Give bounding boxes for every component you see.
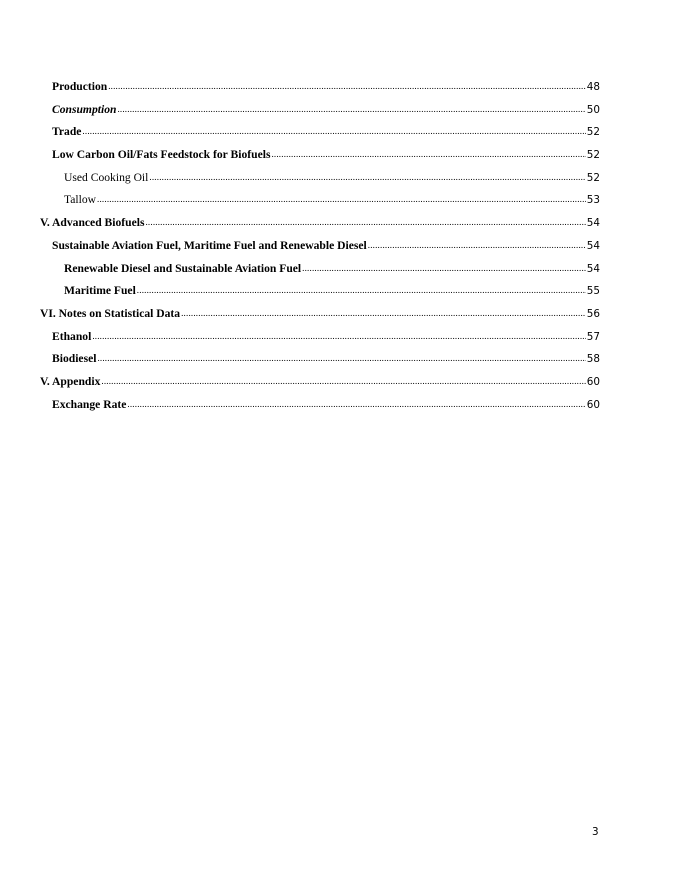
toc-entry[interactable] xyxy=(40,283,600,306)
toc-entry-title: Renewable Diesel and Sustainable Aviation Fuel xyxy=(64,261,302,275)
toc-entry-page: 54 xyxy=(586,217,600,230)
toc-entry-page: 60 xyxy=(586,375,600,388)
toc-entry-page: 52 xyxy=(586,126,600,139)
toc-entry-page: 57 xyxy=(586,330,600,343)
toc-entry[interactable] xyxy=(40,215,600,238)
toc-entry-title: Maritime Fuel xyxy=(64,284,136,298)
toc-entry[interactable] xyxy=(40,102,600,125)
toc-entry-page: 60 xyxy=(586,398,600,411)
toc-leader-dots xyxy=(127,396,585,412)
toc-entry[interactable] xyxy=(40,397,600,420)
toc-leader-dots xyxy=(137,282,586,298)
toc-entry[interactable] xyxy=(40,124,600,147)
toc-entry-title: Sustainable Aviation Fuel, Maritime Fuel and Renewable Diesel xyxy=(52,238,367,252)
toc-leader-dots xyxy=(271,146,585,162)
toc-entry-page: 58 xyxy=(586,353,600,366)
toc-entry-page: 56 xyxy=(586,307,600,320)
toc-entry[interactable] xyxy=(40,79,600,102)
toc-entry-title: Low Carbon Oil/Fats Feedstock for Biofuels xyxy=(52,148,271,162)
toc-entry-page: 53 xyxy=(586,194,600,207)
toc-leader-dots xyxy=(97,350,585,366)
toc-leader-dots xyxy=(108,78,586,94)
toc-entry[interactable] xyxy=(40,329,600,352)
toc-entry-page: 52 xyxy=(586,149,600,162)
toc-leader-dots xyxy=(82,123,585,139)
toc-entry-page: 54 xyxy=(586,262,600,275)
toc-entry[interactable] xyxy=(40,351,600,374)
toc-entry-title: Trade xyxy=(52,125,82,139)
toc-leader-dots xyxy=(97,191,586,207)
toc-entry-title: Biodiesel xyxy=(52,352,97,366)
toc-entry-title: VI. Notes on Statistical Data xyxy=(40,306,181,320)
toc-leader-dots xyxy=(101,373,585,389)
toc-entry-page: 54 xyxy=(586,239,600,252)
toc-entry[interactable] xyxy=(40,306,600,329)
toc-leader-dots xyxy=(117,101,585,117)
toc-leader-dots xyxy=(368,237,586,253)
toc-entry[interactable] xyxy=(40,261,600,284)
toc-entry-page: 55 xyxy=(586,285,600,298)
page-number: 3 xyxy=(592,826,599,838)
toc-entry-title: Tallow xyxy=(64,193,97,207)
toc-entry-title: V. Advanced Biofuels xyxy=(40,216,145,230)
toc-entry-title: Exchange Rate xyxy=(52,397,127,411)
toc-leader-dots xyxy=(181,305,586,321)
toc-leader-dots xyxy=(302,260,586,276)
toc-entry-page: 48 xyxy=(586,81,600,93)
toc-entry-page: 50 xyxy=(586,103,600,116)
toc-entry[interactable] xyxy=(40,147,600,170)
toc-entry-title: Production xyxy=(52,80,108,93)
toc-entry[interactable] xyxy=(40,192,600,215)
toc-entry-title: Consumption xyxy=(52,102,117,116)
toc-entry[interactable] xyxy=(40,170,600,193)
toc-entry-page: 52 xyxy=(586,171,600,184)
toc-entry[interactable] xyxy=(40,374,600,397)
table-of-contents xyxy=(40,79,600,419)
toc-entry[interactable] xyxy=(40,238,600,261)
toc-leader-dots xyxy=(145,214,585,230)
toc-leader-dots xyxy=(92,328,585,344)
toc-leader-dots xyxy=(149,169,585,185)
toc-entry-title: Ethanol xyxy=(52,329,92,343)
toc-entry-title: Used Cooking Oil xyxy=(64,170,149,184)
toc-entry-title: V. Appendix xyxy=(40,374,101,388)
